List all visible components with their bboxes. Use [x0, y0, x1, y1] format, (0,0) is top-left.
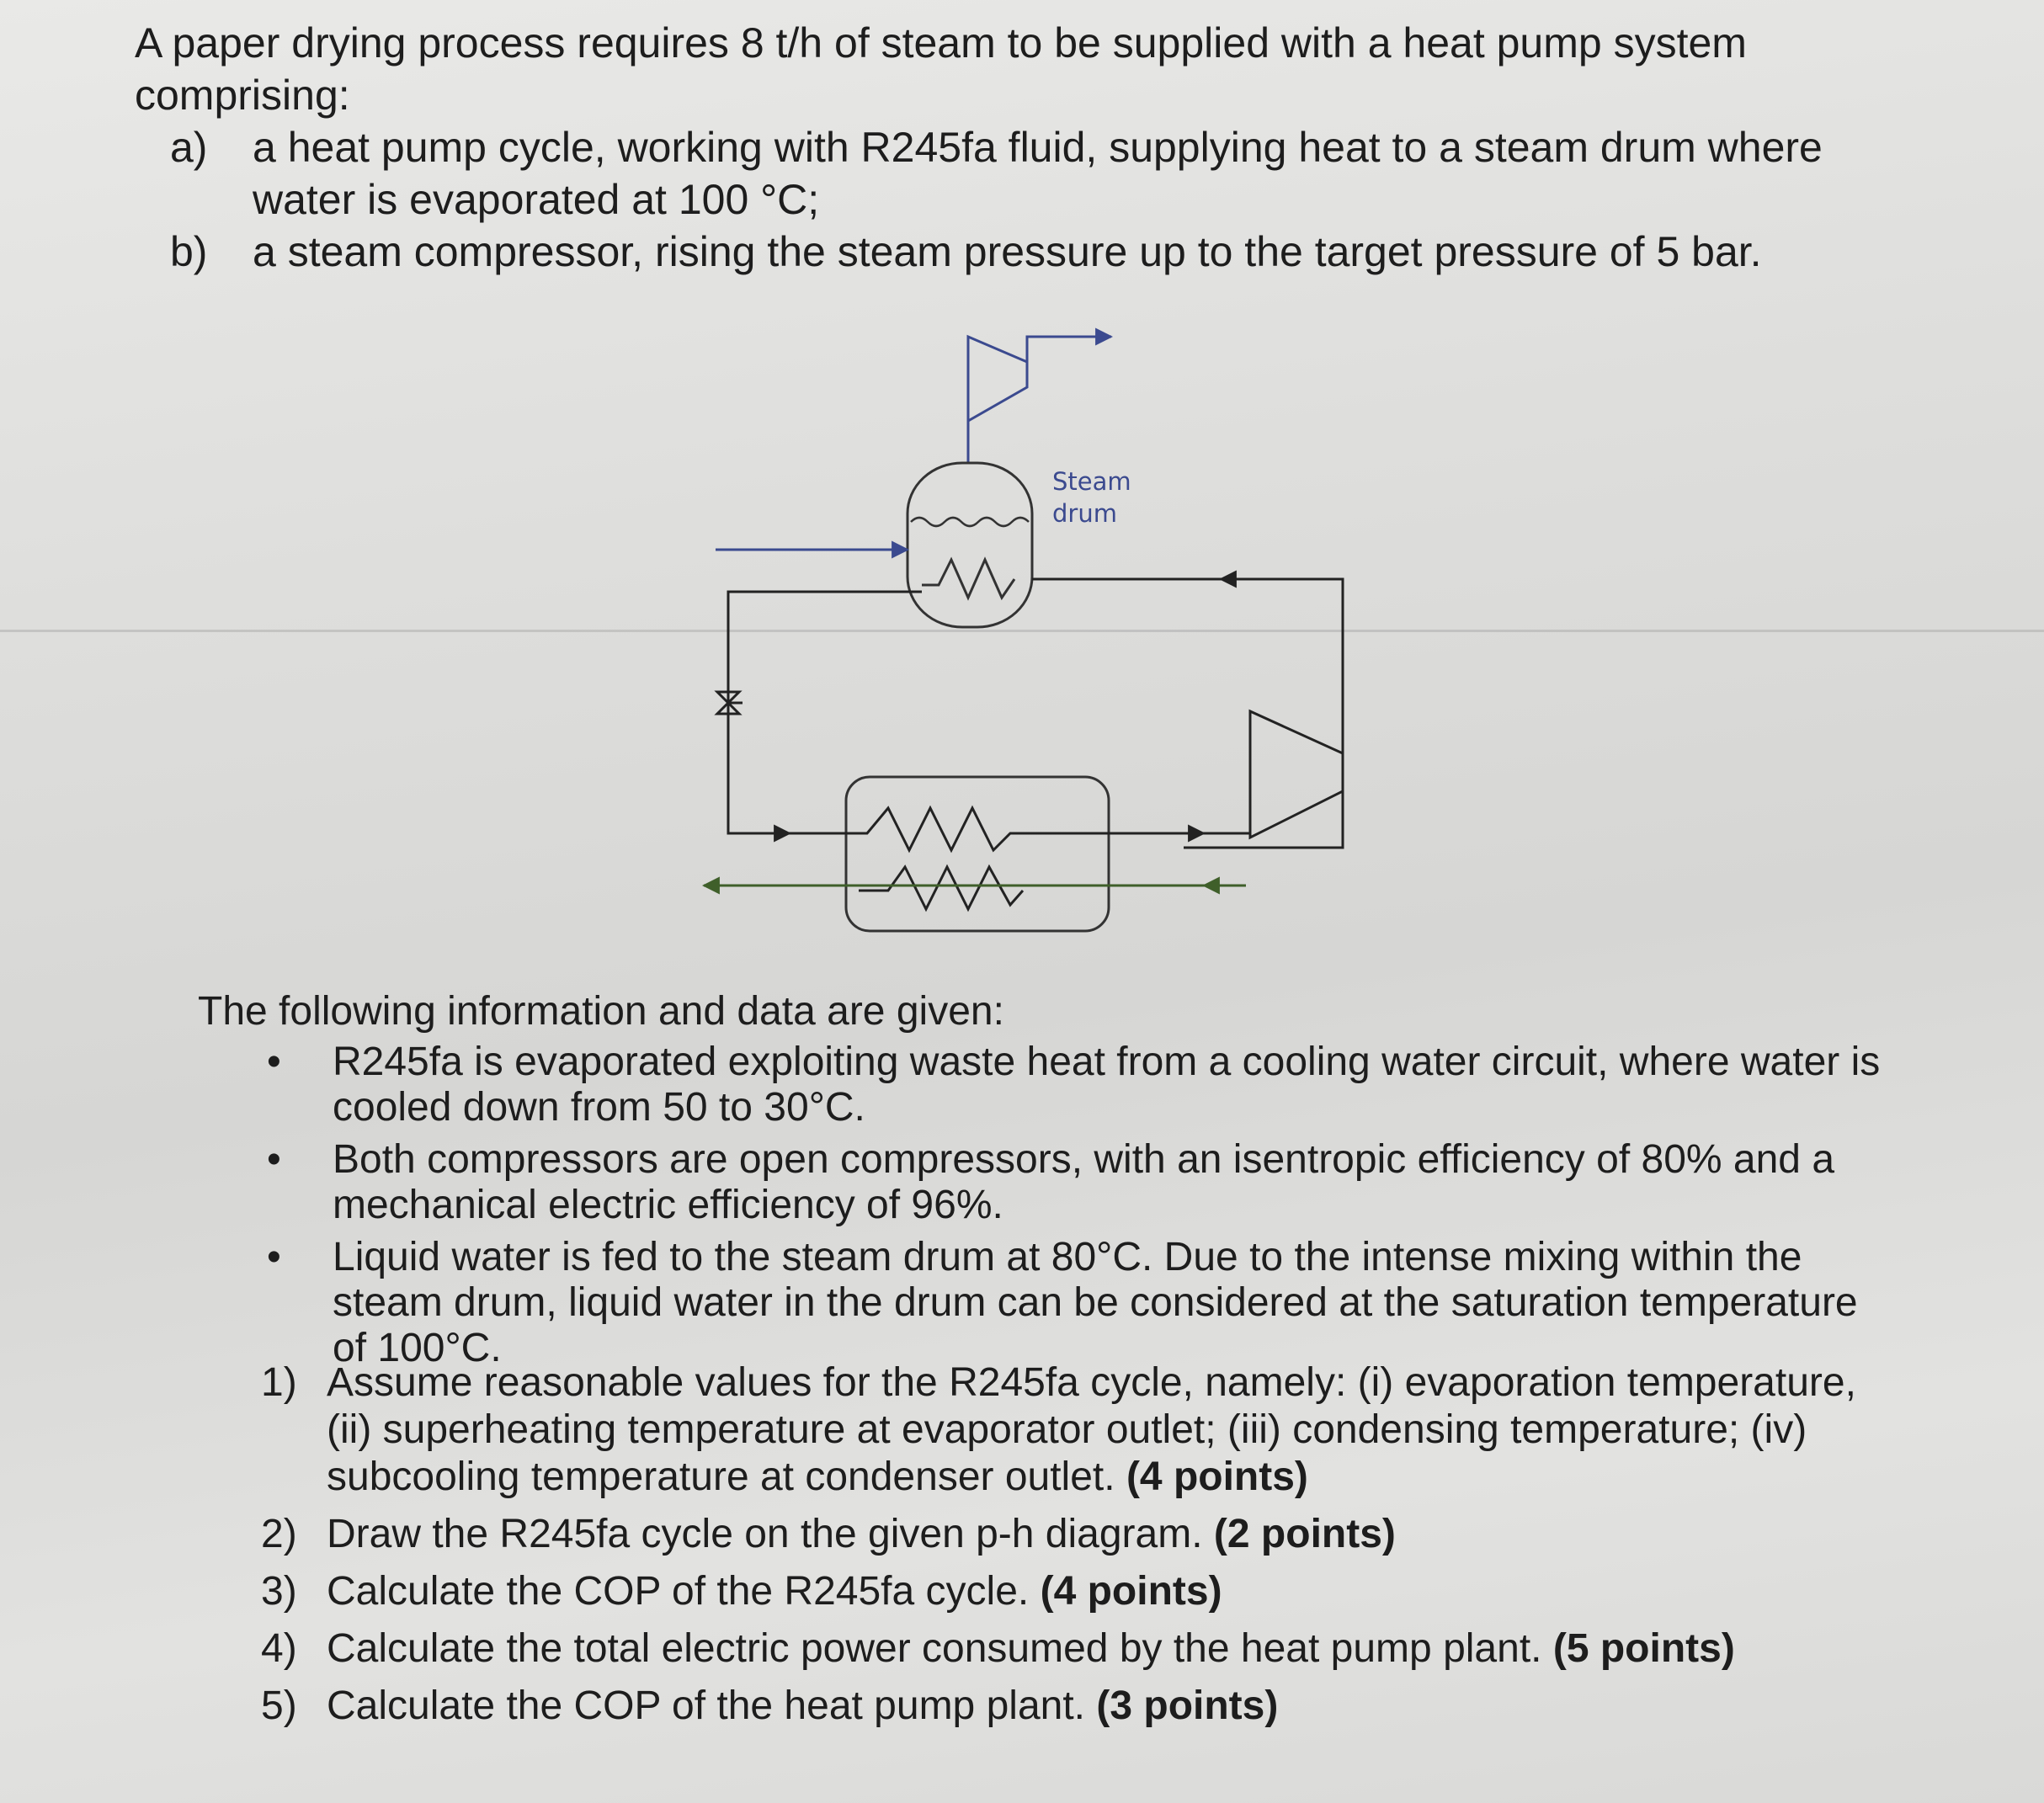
question-item — [261, 1511, 1860, 1558]
question-number: 3) — [261, 1569, 297, 1614]
refrigerant-compressor — [1250, 711, 1343, 838]
questions-list — [261, 1359, 1860, 1730]
question-text: Calculate the COP of the heat pump plant. — [327, 1683, 1086, 1728]
problem-intro — [135, 17, 1869, 278]
question-number: 1) — [261, 1360, 297, 1405]
component-item — [135, 121, 1869, 226]
component-item — [135, 226, 1869, 278]
question-points: (4 points) — [1126, 1455, 1308, 1499]
questions-section — [261, 1359, 1860, 1740]
given-data-section — [198, 989, 1882, 1378]
steam-drum-label-line2: drum — [1052, 499, 1117, 528]
component-marker: a) — [170, 124, 208, 171]
component-text: a steam compressor, rising the steam pressure up to the target pressure of 5 bar. — [253, 228, 1762, 275]
question-item — [261, 1625, 1860, 1673]
heat-pump-diagram — [690, 311, 1364, 951]
steam-compressor — [968, 337, 1027, 421]
evaporator — [779, 777, 1250, 931]
question-number: 5) — [261, 1683, 297, 1728]
question-item — [261, 1683, 1860, 1730]
component-marker: b) — [170, 228, 208, 275]
component-text: a heat pump cycle, working with R245fa fluid, supplying heat to a steam drum where water is evaporated at 100 °C; — [253, 124, 1823, 223]
given-heading: The following information and data are given: — [198, 989, 1004, 1034]
question-number: 4) — [261, 1626, 297, 1671]
expansion-valve — [717, 692, 743, 714]
question-points: (2 points) — [1213, 1512, 1396, 1556]
question-text: Assume reasonable values for the R245fa cycle, namely: (i) evaporation temperature, (ii) superheating temperature at evaporator outlet; (iii) condensing temperature; (iv) subcooling temperature at condenser outlet. — [327, 1360, 1856, 1499]
given-bullets — [198, 1040, 1882, 1371]
question-text: Draw the R245fa cycle on the given p-h diagram. — [327, 1512, 1203, 1556]
question-points: (4 points) — [1040, 1569, 1222, 1614]
question-item — [261, 1359, 1860, 1501]
steam-outlet-line — [1027, 337, 1111, 364]
valve-to-evaporator-line — [728, 749, 790, 833]
given-bullet: • Both compressors are open compressors, with an isentropic efficiency of 80% and a mechanical electric efficiency of 96%. — [198, 1137, 1882, 1228]
intro-text: A paper drying process requires 8 t/h of steam to be supplied with a heat pump system comprising: — [135, 19, 1747, 119]
question-item — [261, 1568, 1860, 1615]
system-components-list — [135, 121, 1869, 278]
given-bullet: • R245fa is evaporated exploiting waste heat from a cooling water circuit, where water is cooled down from 50 to 30°C. — [198, 1040, 1882, 1130]
steam-drum-label-line1: Steam — [1052, 467, 1131, 496]
refrigerant-return-line — [1032, 579, 1343, 848]
question-points: (3 points) — [1096, 1683, 1279, 1728]
question-text: Calculate the total electric power consumed by the heat pump plant. — [327, 1626, 1542, 1671]
given-bullet: • Liquid water is fed to the steam drum at 80°C. Due to the intense mixing within the steam drum, liquid water in the drum can be considered at the saturation temperature of 100°C. — [198, 1235, 1882, 1371]
question-points: (5 points) — [1552, 1626, 1735, 1671]
refrigerant-liquid-line — [728, 592, 922, 833]
question-text: Calculate the COP of the R245fa cycle. — [327, 1569, 1030, 1614]
steam-drum — [908, 463, 1032, 627]
question-number: 2) — [261, 1512, 297, 1556]
